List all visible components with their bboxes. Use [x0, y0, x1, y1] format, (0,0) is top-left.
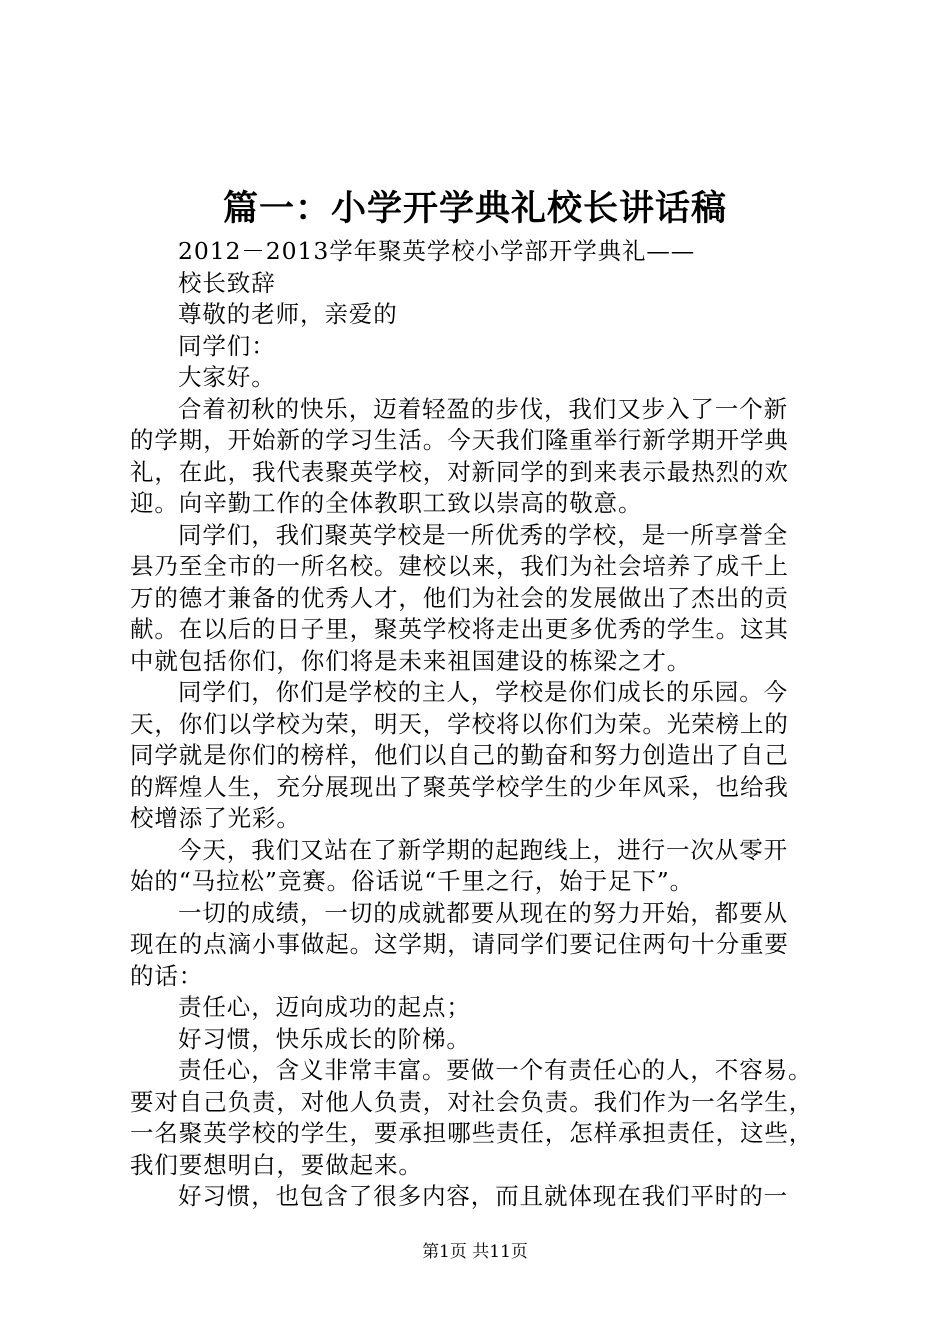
text-line: 2012－2013学年聚英学校小学部开学典礼——: [178, 237, 696, 265]
text-line: 天，你们以学校为荣，明天，学校将以你们为荣。光荣榜上的: [130, 709, 789, 738]
text-line: 今天，我们又站在了新学期的起跑线上，进行一次从零开: [178, 835, 788, 864]
text-line: 同学们，你们是学校的主人，学校是你们成长的乐园。今: [178, 678, 788, 706]
document-body: [130, 236, 855, 1213]
text-line: 的辉煌人生，充分展现出了聚英学校学生的少年风采，也给我: [130, 772, 789, 801]
text-line: 同学就是你们的榜样，他们以自己的勤奋和努力创造出了自己: [130, 741, 789, 769]
document-title: 篇一：小学开学典礼校长讲话稿: [222, 188, 727, 229]
text-line: 合着初秋的快乐，迈着轻盈的步伐，我们又步入了一个新: [178, 394, 788, 423]
text-line: 一切的成绩，一切的成就都要从现在的努力开始，都要从: [178, 898, 788, 927]
text-line: 礼，在此，我代表聚英学校，对新同学的到来表示最热烈的欢: [130, 457, 789, 486]
text-line: 始的“马拉松”竞赛。俗话说“千里之行，始于足下”。: [130, 867, 695, 895]
text-line: 好习惯，也包含了很多内容，而且就体现在我们平时的一: [178, 1182, 788, 1210]
text-line: 中就包括你们，你们将是未来祖国建设的栋梁之才。: [130, 646, 692, 675]
text-line: 校长致辞: [178, 268, 276, 297]
text-line: 要对自己负责，对他人负责，对社会负责。我们作为一名学生，: [130, 1087, 814, 1116]
text-line: 同学们，我们聚英学校是一所优秀的学校，是一所享誉全: [178, 520, 788, 549]
text-line: 献。在以后的日子里，聚英学校将走出更多优秀的学生。这其: [130, 615, 789, 643]
text-line: 责任心，迈向成功的起点；: [178, 993, 471, 1021]
text-line: 校增添了光彩。: [130, 804, 301, 832]
text-line: 的话：: [130, 961, 204, 990]
text-line: 尊敬的老师，亲爱的: [178, 300, 398, 328]
text-line: 万的德才兼备的优秀人才，他们为社会的发展做出了杰出的贡: [130, 583, 789, 612]
text-line: 县乃至全市的一所名校。建校以来，我们为社会培养了成千上: [130, 552, 789, 580]
text-line: 责任心，含义非常丰富。要做一个有责任心的人，不容易。: [178, 1056, 813, 1084]
text-line: 迎。向辛勤工作的全体教职工致以崇高的敬意。: [130, 489, 643, 517]
text-line: 的学期，开始新的学习生活。今天我们隆重举行新学期开学典: [130, 426, 789, 454]
text-line: 好习惯，快乐成长的阶梯。: [178, 1024, 471, 1053]
text-line: 我们要想明白，要做起来。: [130, 1150, 423, 1179]
text-line: 现在的点滴小事做起。这学期，请同学们要记住两句十分重要: [130, 930, 789, 958]
text-line: 一名聚英学校的学生，要承担哪些责任，怎样承担责任，这些，: [130, 1119, 814, 1147]
text-line: 大家好。: [178, 363, 276, 391]
page-footer: 第1页 共11页: [422, 1242, 528, 1262]
text-line: 同学们：: [178, 331, 276, 360]
